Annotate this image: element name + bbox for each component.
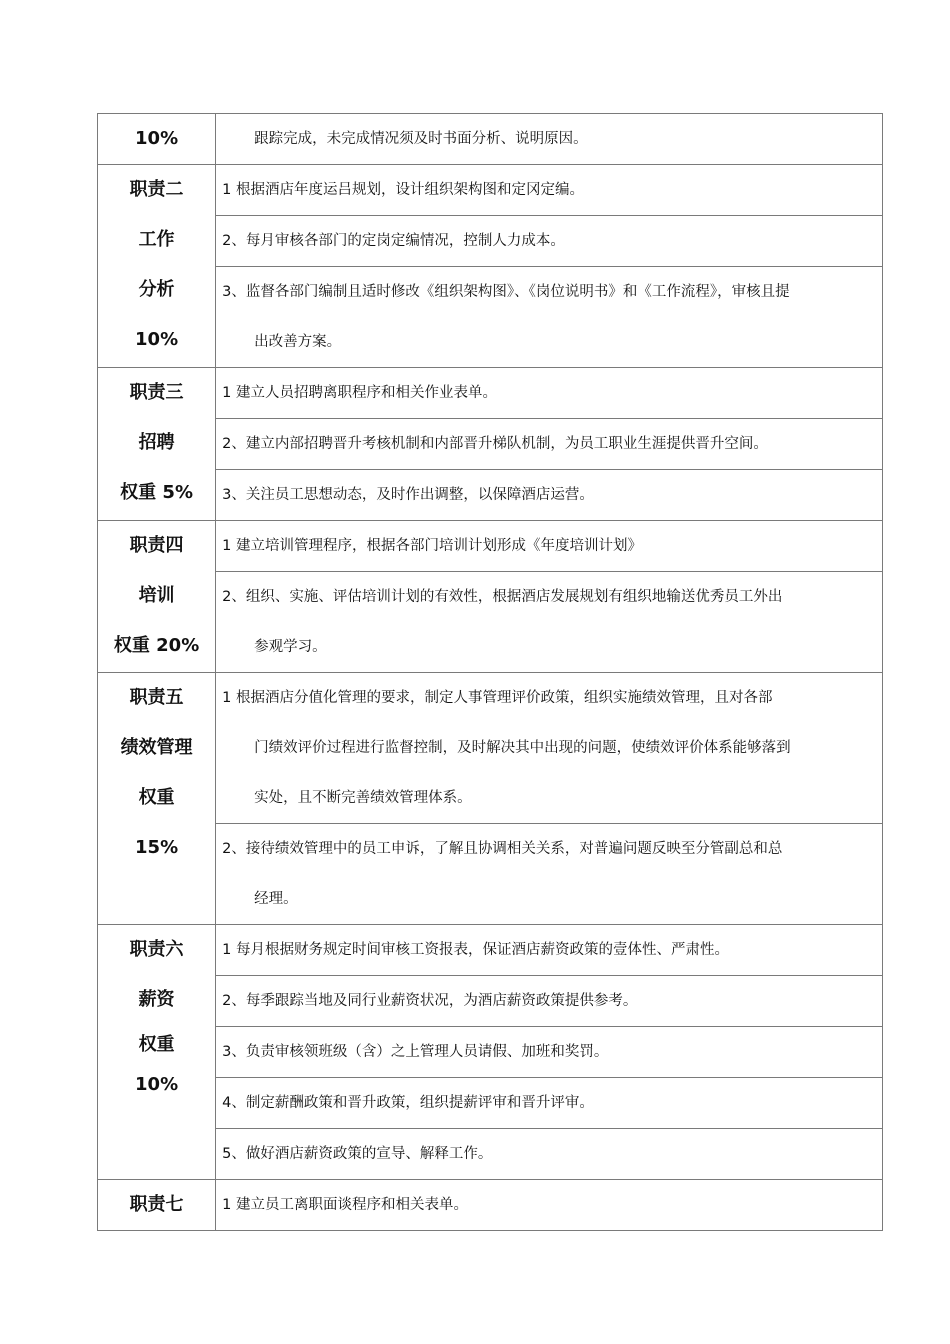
table-row [98, 521, 883, 572]
duty-label-cell [98, 114, 216, 165]
duty-item-cell [216, 572, 883, 673]
table-row [98, 267, 883, 368]
duty-label-cell [98, 673, 216, 925]
duty-item-text: 参观学习。 [254, 639, 327, 655]
duty-item-cell [216, 368, 883, 419]
table-row [98, 673, 883, 824]
duty-item-text: 2、接待绩效管理中的员工申诉，了解且协调相关关系，对普遍问题反映至分管副总和总 [222, 841, 783, 857]
duty-item-cell [216, 976, 883, 1027]
duty-title: 职责六 [129, 939, 184, 960]
table-row [98, 1078, 883, 1129]
duty-item-text: 3、关注员工思想动态，及时作出调整，以保障酒店运营。 [222, 487, 594, 503]
duty-label-cell [98, 165, 216, 368]
duty-item-cell [216, 267, 883, 368]
duty-item-text: 出改善方案。 [254, 334, 342, 350]
duty-item-text: 1 根据酒店分值化管理的要求，制定人事管理评价政策，组织实施绩效管理，且对各部 [222, 690, 773, 706]
table-row [98, 1180, 883, 1231]
duty-item-text: 实处，且不断完善绩效管理体系。 [254, 790, 472, 806]
table-row [98, 368, 883, 419]
duty-item-text: 1 建立员工离职面谈程序和相关表单。 [222, 1197, 468, 1213]
duty-item-cell [216, 165, 883, 216]
duty-title: 职责五 [129, 687, 184, 708]
table-row [98, 824, 883, 925]
duty-item-text: 1 根据酒店年度运吕规划，设计组织架构图和定冈定编。 [222, 182, 584, 198]
duty-table [97, 113, 883, 1231]
duty-item-text: 2、每月审核各部门的定岗定编情况，控制人力成本。 [222, 233, 565, 249]
duty-category: 招聘 [138, 432, 175, 453]
duty-item-text: 跟踪完成，未完成情况须及时书面分析、说明原因。 [254, 131, 588, 147]
duty-item-cell [216, 216, 883, 267]
duty-category: 绩效管理 [120, 737, 193, 758]
duty-category: 培训 [138, 585, 175, 606]
duty-label-cell [98, 368, 216, 521]
duty-item-text: 2、组织、实施、评估培训计划的有效性，根据酒店发展规划有组织地输送优秀员工外出 [222, 589, 783, 605]
table-row [98, 470, 883, 521]
duty-category: 分析 [138, 279, 175, 300]
table-row [98, 572, 883, 673]
duty-label-cell [98, 521, 216, 673]
duty-item-text: 1 每月根据财务规定时间审核工资报表，保证酒店薪资政策的壹体性、严肃性。 [222, 942, 729, 958]
duty-weight: 10% [135, 329, 179, 350]
table-row [98, 1129, 883, 1180]
duty-item-cell [216, 1078, 883, 1129]
duty-title: 职责二 [129, 179, 184, 200]
duty-weight: 权重 20% [113, 635, 200, 656]
duty-title: 职责七 [129, 1194, 184, 1215]
duty-weight-label: 权重 [138, 1034, 175, 1055]
table-row [98, 976, 883, 1027]
duty-item-cell [216, 470, 883, 521]
table-row [98, 1027, 883, 1078]
duty-item-cell [216, 1129, 883, 1180]
duty-weight: 权重 5% [120, 482, 193, 503]
duty-item-text: 3、负责审核领班级（含）之上管理人员请假、加班和奖罚。 [222, 1044, 609, 1060]
duty-weight: 10% [135, 128, 179, 149]
table-row [98, 419, 883, 470]
duty-item-cell [216, 1180, 883, 1231]
duty-category: 薪资 [138, 989, 175, 1010]
duty-item-text: 门绩效评价过程进行监督控制，及时解决其中出现的问题，使绩效评价体系能够落到 [254, 740, 791, 756]
duty-item-text: 3、监督各部门编制且适时修改《组织架构图》、《岗位说明书》和《工作流程》，审核且提 [222, 284, 790, 300]
duty-item-text: 经理。 [254, 891, 298, 907]
duty-title: 职责四 [129, 535, 184, 556]
duty-item-text: 1 建立人员招聘离职程序和相关作业表单。 [222, 385, 497, 401]
duty-label-cell [98, 925, 216, 1180]
duty-label-cell [98, 1180, 216, 1231]
duty-item-text: 4、制定薪酬政策和晋升政策，组织提薪评审和晋升评审。 [222, 1095, 594, 1111]
duty-item-text: 2、每季跟踪当地及同行业薪资状况，为酒店薪资政策提供参考。 [222, 993, 638, 1009]
duty-item-text: 1 建立培训管理程序，根据各部门培训计划形成《年度培训计划》 [222, 538, 642, 554]
duty-item-cell [216, 925, 883, 976]
duty-item-cell [216, 521, 883, 572]
duty-title: 职责三 [129, 382, 184, 403]
duty-weight: 15% [135, 837, 179, 858]
duty-item-text: 2、建立内部招聘晋升考核机制和内部晋升梯队机制，为员工职业生涯提供晋升空间。 [222, 436, 768, 452]
duty-item-cell [216, 114, 883, 165]
duty-item-cell [216, 419, 883, 470]
duty-item-text: 5、做好酒店薪资政策的宣导、解释工作。 [222, 1146, 493, 1162]
duty-weight-label: 权重 [138, 787, 175, 808]
table-row [98, 114, 883, 165]
duty-weight: 10% [135, 1074, 179, 1095]
duty-item-cell [216, 1027, 883, 1078]
duty-item-cell [216, 824, 883, 925]
duty-item-cell [216, 673, 883, 824]
duty-category: 工作 [138, 229, 175, 250]
table-row [98, 165, 883, 216]
table-row [98, 925, 883, 976]
table-row [98, 216, 883, 267]
